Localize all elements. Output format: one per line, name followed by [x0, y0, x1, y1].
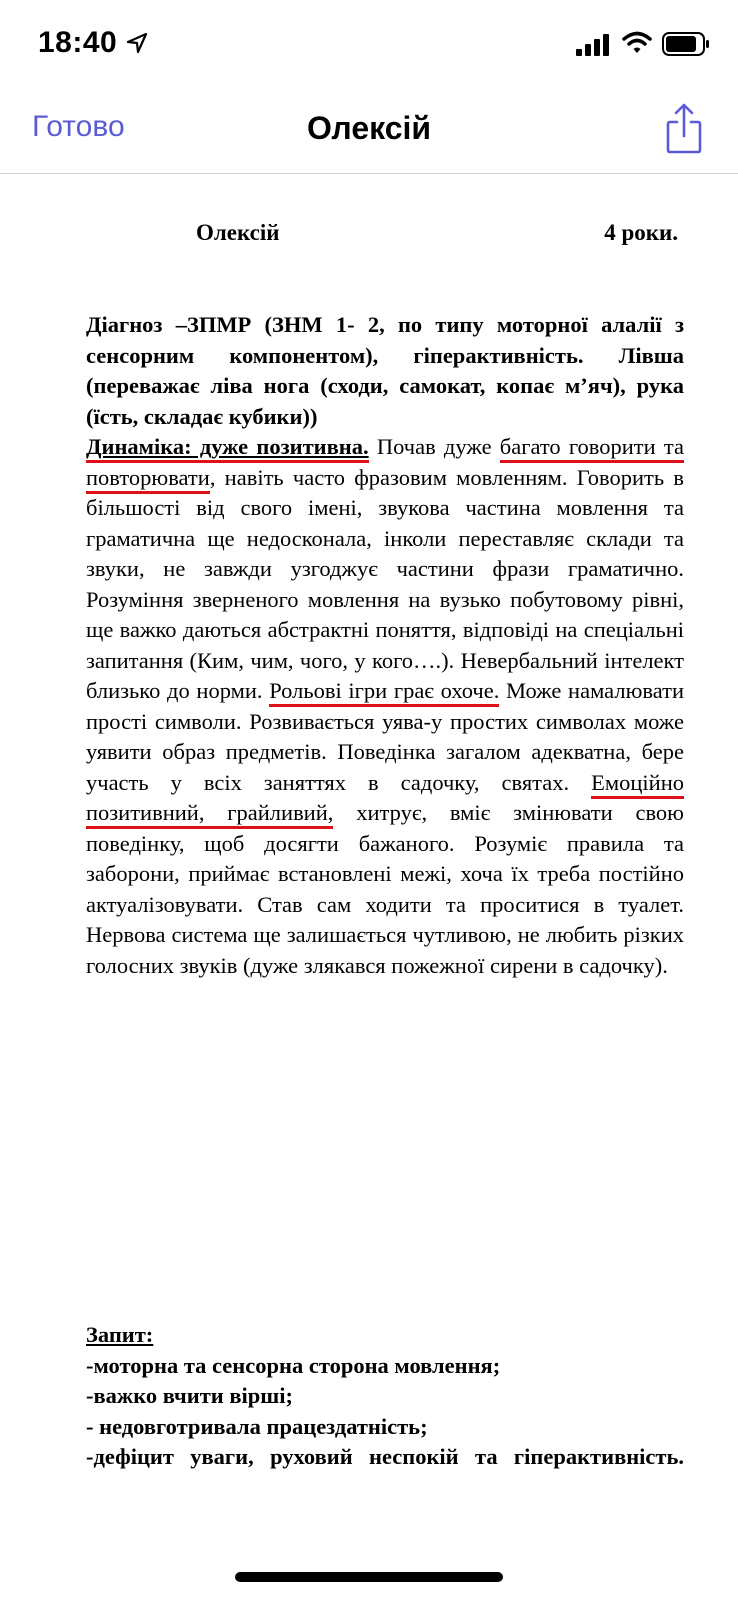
- child-name: Олексій: [196, 220, 280, 245]
- dynamics-heading: Динаміка: дуже позитивна.: [86, 434, 369, 463]
- request-title: Запит:: [86, 1322, 154, 1347]
- wifi-icon: [622, 30, 652, 56]
- request-item: -моторна та сенсорна сторона мовлення;: [86, 1352, 501, 1378]
- highlight-role-play: Рольові ігри грає охоче.: [269, 678, 499, 707]
- diagnosis-paragraph: Діагноз –ЗПМР (ЗНМ 1- 2, по типу моторної алалії з сенсорним компонентом), гіперактивність. Лівша (переважає ліва нога (сходи, самокат, копає м’яч), рука (їсть, складає кубики)): [86, 312, 684, 429]
- request-item: -важко вчити вірші;: [86, 1383, 293, 1408]
- battery-icon: [662, 32, 710, 56]
- nav-bar: [0, 90, 738, 174]
- child-age: 4 роки.: [604, 220, 678, 245]
- location-arrow-icon: [126, 32, 148, 54]
- request-item: -дефіцит уваги, руховий неспокій та гіперактивність.: [86, 1444, 684, 1469]
- home-indicator[interactable]: [235, 1572, 503, 1582]
- dynamics-text-1: Почав дуже: [368, 434, 500, 459]
- status-bar: [0, 0, 738, 90]
- status-time: 18:40: [38, 26, 118, 59]
- dynamics-text-4: хитрує, вміє змінювати свою поведінку, щоб досягти бажаного. Розуміє правила та заборони, приймає встановлені межі, хоча їх треба постійно актуалізовувати. Став сам ходити та проситися в туалет. Нервова система ще залишається чутливою, не любить різких голосних звуків (дуже злякався пожежної сирени в садочку).: [86, 800, 684, 978]
- dynamics-text-2: , навіть часто фразовим мовленням. Говорить в більшості від свого імені, звукова частина мовлення та граматична ще недосконала, інколи переставляє склади та звуки, не завжди узгоджує частини фрази граматично. Розуміння зверненого мовлення на вузько побутовому рівні, ще важко даються абстрактні поняття, відповіді на спеціальні запитання (Ким, чим, чого, у кого….). Невербальний інтелект близько до норми.: [86, 464, 684, 703]
- done-button[interactable]: Готово: [32, 110, 125, 143]
- highlight-speech: багато говорити та повторювати: [86, 434, 684, 494]
- dynamics-text-3: Може намалювати прості символи. Розвивається уява-у простих символах може уявити образ предметів. Поведінка загалом адекватна, бере участь у всіх заняттях в садочку, святах.: [86, 678, 684, 795]
- request-item: - недовготривала працездатність;: [86, 1413, 428, 1439]
- share-icon[interactable]: [664, 100, 704, 156]
- request-section: [86, 1320, 684, 1473]
- page-title: Олексій: [306, 110, 432, 146]
- dynamics-paragraph: [86, 432, 684, 981]
- highlight-emotional: Емоційно позитивний, грайливий,: [86, 770, 684, 830]
- signal-icon: [576, 34, 610, 56]
